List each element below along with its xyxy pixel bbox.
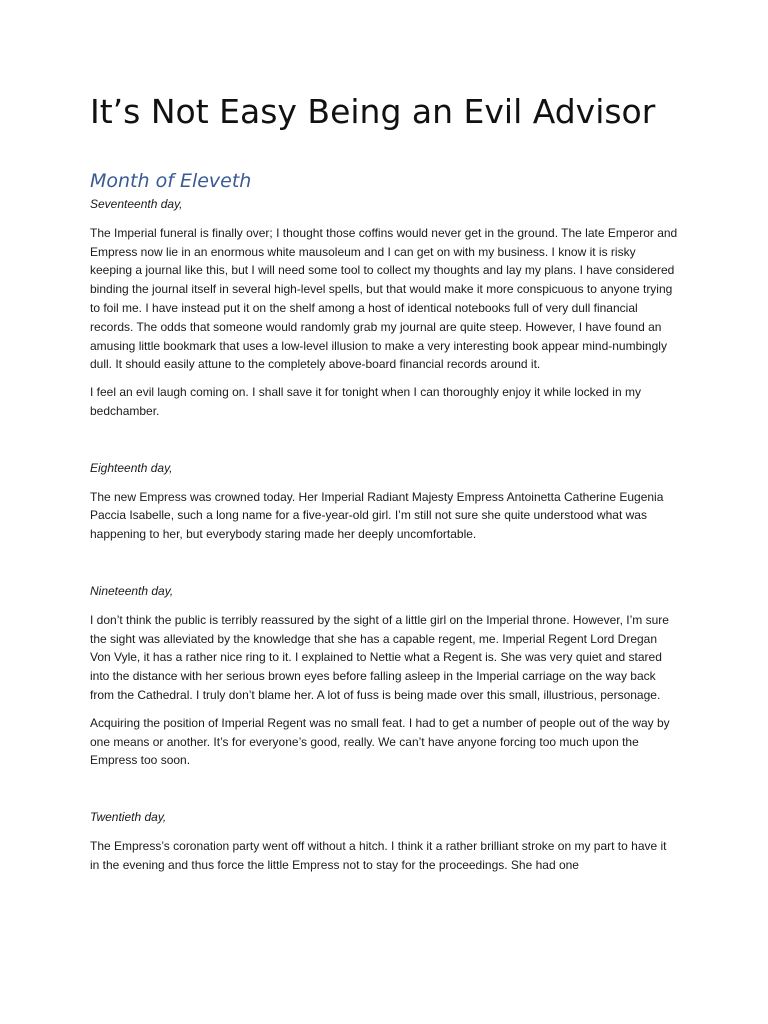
entry-paragraph: I don’t think the public is terribly reassured by the sight of a little girl on the Imperial throne. However, I’m sure the sight was alleviated by the knowledge that she has a capable regent, me. Imperial Regent Lord Dregan Von Vyle, it has a rather nice ring to it. I explained to Nettie what a Regent is. She was very quiet and stared into the distance with her serious brown eyes before falling asleep in the Imperial carriage on the way back from the Cathedral. I truly don’t blame her. A lot of fuss is being made over this small, illustrious, personage. [90, 612, 669, 702]
entry-day-heading: Eighteenth day, [90, 460, 173, 475]
section-heading: Month of Eleveth [90, 170, 252, 192]
document-title: It’s Not Easy Being an Evil Advisor [90, 92, 656, 131]
entry-paragraph: The Empress’s coronation party went off without a hitch. I think it a rather brilliant stroke on my part to have it in the evening and thus force the little Empress not to stay for the proceedings. She had one [90, 838, 667, 872]
journal-body [90, 195, 678, 875]
entry-paragraph: The new Empress was crowned today. Her Imperial Radiant Majesty Empress Antoinetta Catherine Eugenia Paccia Isabelle, such a long name for a five-year-old girl. I’m still not sure she quite understood what was happening to her, but everybody staring made her deeply uncomfortable. [90, 489, 664, 542]
entry-paragraph: Acquiring the position of Imperial Regent was no small feat. I had to get a number of people out of the way by one means or another. It’s for everyone’s good, really. We can’t have anyone forcing too much upon the Empress too soon. [90, 715, 670, 768]
entry-paragraph: The Imperial funeral is finally over; I thought those coffins would never get in the ground. The late Emperor and Empress now lie in an enormous white mausoleum and I can get on with my business. I know it is risky keeping a journal like this, but I will need some tool to collect my thoughts and lay my plans. I have considered binding the journal itself in several high-level spells, but that would make it more conspicuous to anyone trying to foil me. I have instead put it on the shelf among a host of identical notebooks full of very dull financial records. The odds that someone would randomly grab my journal are quite steep. However, I have found an amusing little bookmark that uses a low-level illusion to make a very interesting book appear mind-numbingly dull. It should easily attune to the completely above-board financial records around it. [90, 225, 678, 372]
entry-day-heading: Twentieth day, [90, 810, 167, 825]
entry-paragraph: I feel an evil laugh coming on. I shall save it for tonight when I can thoroughly enjoy it while locked in my bedchamber. [90, 385, 641, 418]
entry-day-heading: Seventeenth day, [90, 197, 183, 211]
entry-day-heading: Nineteenth day, [90, 583, 174, 598]
